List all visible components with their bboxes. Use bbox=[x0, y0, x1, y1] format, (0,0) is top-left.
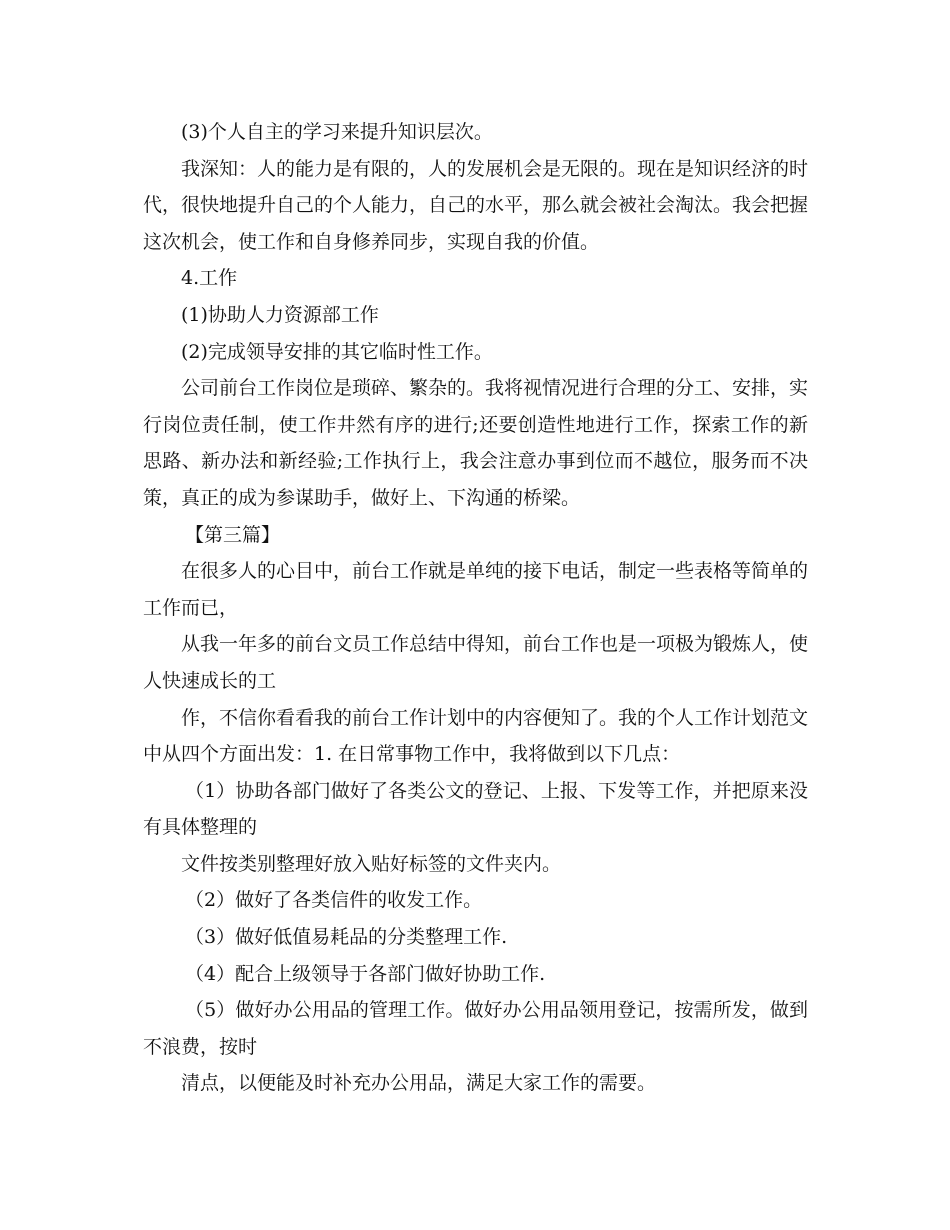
list-item: （1）协助各部门做好了各类公文的登记、上报、下发等工作，并把原来没有具体整理的 bbox=[143, 779, 808, 839]
paragraph: 在很多人的心目中，前台工作就是单纯的接下电话，制定一些表格等简单的工作而已， bbox=[143, 560, 809, 619]
document-body bbox=[143, 114, 808, 1102]
paragraph: 作，不信你看看我的前台工作计划中的内容便知了。我的个人工作计划范文中从四个方面出发：1. 在日常事物工作中，我将做到以下几点： bbox=[143, 706, 809, 766]
list-item: （3）做好低值易耗品的分类整理工作. bbox=[185, 926, 508, 949]
paragraph: 清点，以便能及时补充办公用品，满足大家工作的需要。 bbox=[181, 1072, 657, 1095]
paragraph: 文件按类别整理好放入贴好标签的文件夹内。 bbox=[181, 852, 562, 875]
section-heading: 4.工作 bbox=[181, 267, 238, 290]
list-item: (2)完成领导安排的其它临时性工作。 bbox=[181, 340, 493, 363]
list-item: （2）做好了各类信件的收发工作。 bbox=[185, 889, 483, 912]
list-item: （5）做好办公用品的管理工作。做好办公用品领用登记，按需所发，做到不浪费，按时 bbox=[143, 999, 808, 1058]
chapter-heading: 【第三篇】 bbox=[185, 523, 281, 546]
paragraph: 公司前台工作岗位是琐碎、繁杂的。我将视情况进行合理的分工、安排，实行岗位责任制，使工作井然有序的进行;还要创造性地进行工作，探索工作的新思路、新办法和新经验;工作执行上，我会注意办事到位而不越位，服务而不决策，真正的成为参谋助手，做好上、下沟通的桥梁。 bbox=[143, 377, 809, 509]
paragraph: 从我一年多的前台文员工作总结中得知，前台工作也是一项极为锻炼人，使人快速成长的工 bbox=[143, 633, 809, 692]
list-item: (1)协助人力资源部工作 bbox=[181, 303, 379, 326]
paragraph: 我深知：人的能力是有限的，人的发展机会是无限的。现在是知识经济的时代，很快地提升自己的个人能力，自己的水平，那么就会被社会淘汰。我会把握这次机会，使工作和自身修养同步，实现自我的价值。 bbox=[143, 157, 809, 253]
list-item: （4）配合上级领导于各部门做好协助工作. bbox=[185, 962, 546, 985]
paragraph: (3)个人自主的学习来提升知识层次。 bbox=[181, 121, 493, 143]
